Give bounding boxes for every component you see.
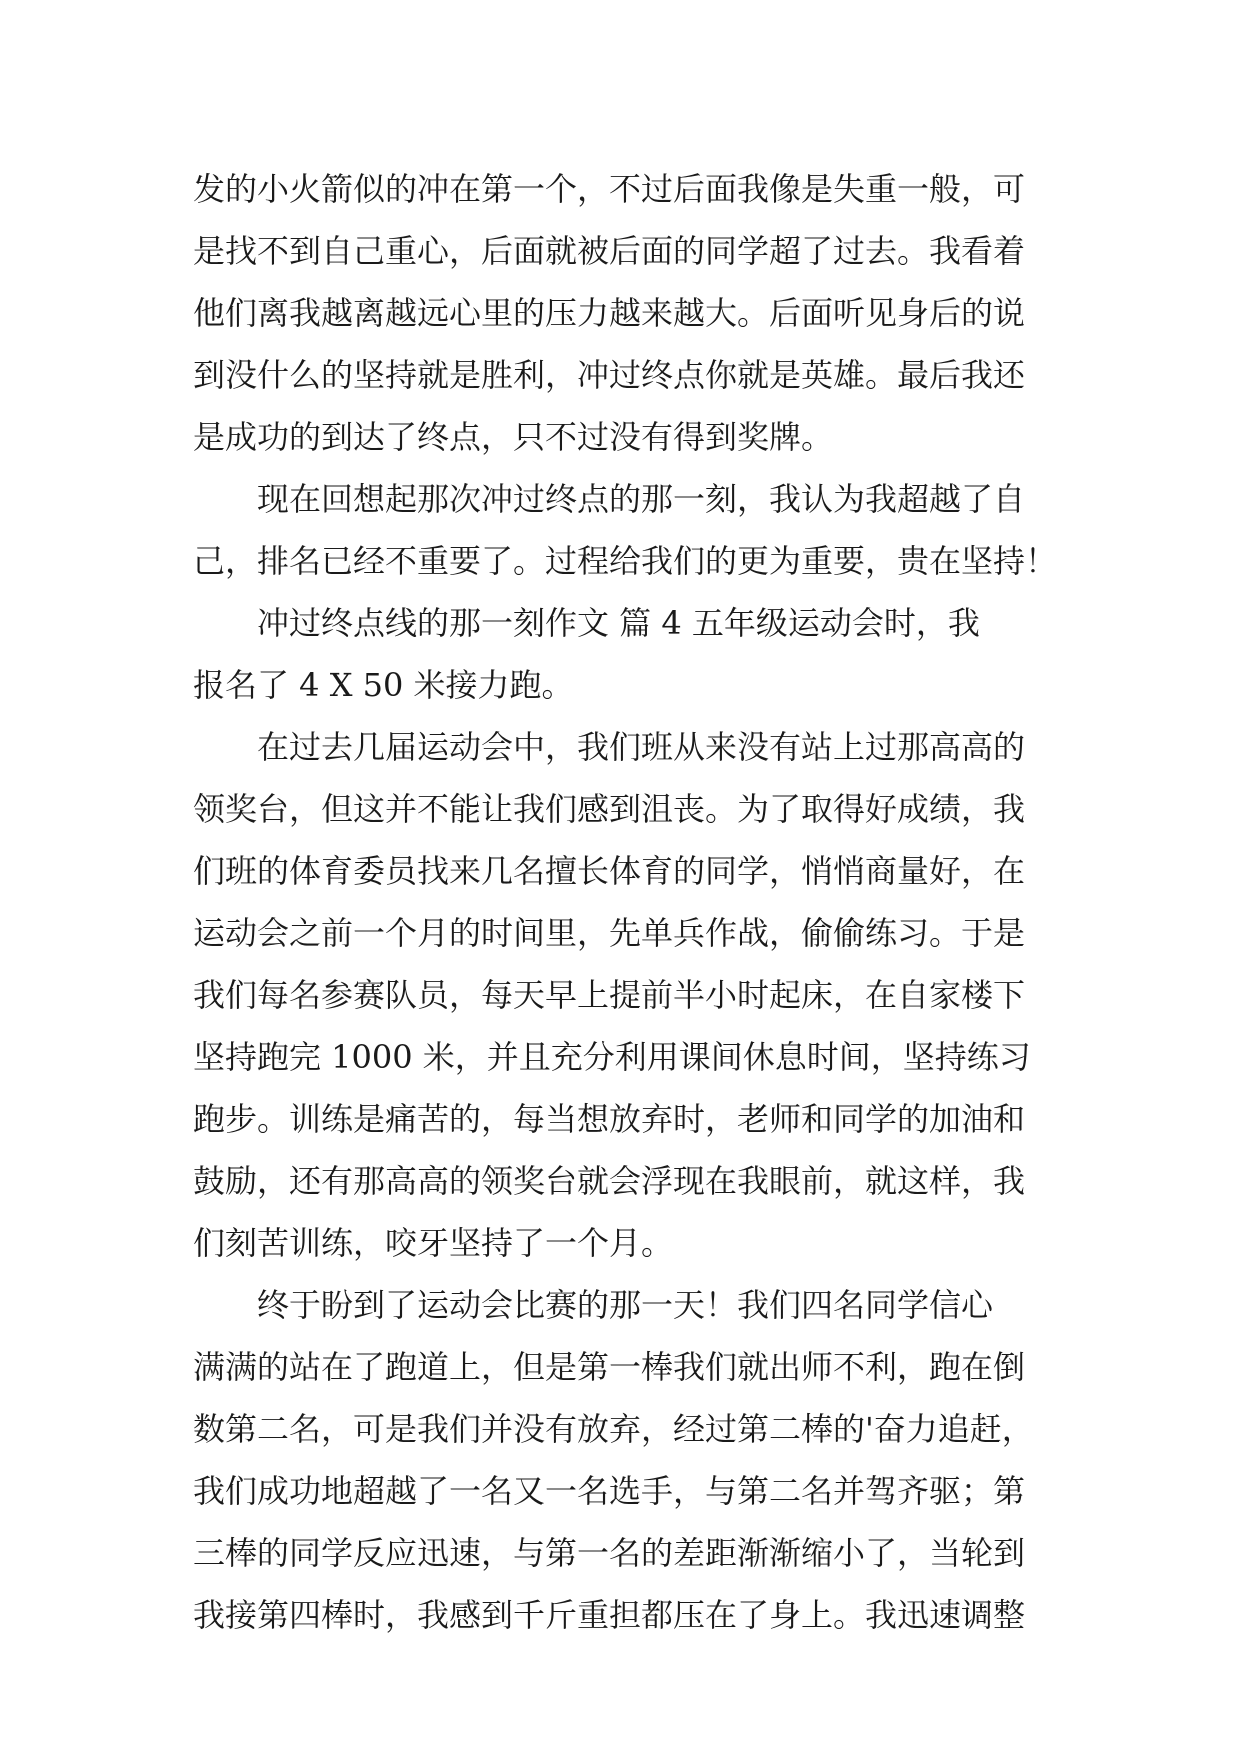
text-line: 三棒的同学反应迅速，与第一名的差距渐渐缩小了，当轮到 [193, 1534, 1026, 1572]
text-line: 们刻苦训练，咬牙坚持了一个月。 [193, 1224, 674, 1262]
text-line: 运动会之前一个月的时间里，先单兵作战，偷偷练习。于是 [193, 914, 1026, 952]
text-line: 他们离我越离越远心里的压力越来越大。后面听见身后的说 [193, 294, 1026, 332]
text-line: 终于盼到了运动会比赛的那一天！我们四名同学信心 [257, 1286, 994, 1324]
text-line: 现在回想起那次冲过终点的那一刻，我认为我超越了自 [257, 480, 1026, 518]
text-line: 己，排名已经不重要了。过程给我们的更为重要，贵在坚持！ [193, 542, 1058, 580]
text-line: 到没什么的坚持就是胜利，冲过终点你就是英雄。最后我还 [193, 356, 1026, 394]
text-line: 我接第四棒时，我感到千斤重担都压在了身上。我迅速调整 [193, 1596, 1026, 1634]
text-line: 满满的站在了跑道上，但是第一棒我们就出师不利，跑在倒 [193, 1348, 1026, 1386]
text-line: 跑步。训练是痛苦的，每当想放弃时，老师和同学的加油和 [193, 1100, 1026, 1138]
text-line: 是成功的到达了终点，只不过没有得到奖牌。 [193, 418, 834, 456]
text-line: 报名了 4 X 50 米接力跑。 [193, 666, 574, 704]
text-line: 发的小火箭似的冲在第一个，不过后面我像是失重一般，可 [193, 170, 1026, 208]
text-line: 我们成功地超越了一名又一名选手，与第二名并驾齐驱；第 [193, 1472, 1026, 1510]
text-line: 领奖台，但这并不能让我们感到沮丧。为了取得好成绩，我 [193, 790, 1026, 828]
text-line: 在过去几届运动会中，我们班从来没有站上过那高高的 [257, 728, 1026, 766]
text-line: 是找不到自己重心，后面就被后面的同学超了过去。我看着 [193, 232, 1026, 270]
text-line: 我们每名参赛队员，每天早上提前半小时起床，在自家楼下 [193, 976, 1026, 1014]
text-line: 数第二名，可是我们并没有放弃，经过第二棒的'奋力追赶， [193, 1410, 1034, 1448]
text-line: 冲过终点线的那一刻作文 篇 4 五年级运动会时，我 [257, 604, 980, 642]
text-line: 鼓励，还有那高高的领奖台就会浮现在我眼前，就这样，我 [193, 1162, 1026, 1200]
body-text [193, 158, 1058, 1646]
text-line: 们班的体育委员找来几名擅长体育的同学，悄悄商量好，在 [193, 852, 1026, 890]
text-line: 坚持跑完 1000 米，并且充分利用课间休息时间，坚持练习 [193, 1038, 1031, 1076]
